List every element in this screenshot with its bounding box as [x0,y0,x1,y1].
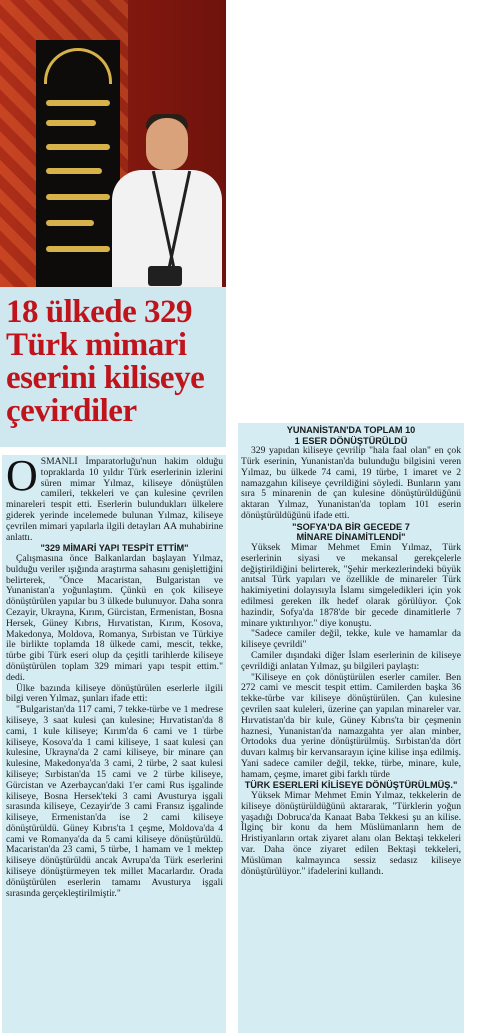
paragraph: Çalışmasına önce Balkanlardan başlayan Yılmaz, bulduğu veriler ışığında araştırma sahasını genişlettiğini belirterek, "Önce Macaristan, Bulgaristan ve Yunanistan'a yoğunlaştım. Çünkü en çok kiliseye dönüştürülen yapılar bu 3 ülkede bulunuyor. Daha sonra Cezayir, Ukrayna, Kırım, Gürcistan, Ermenistan, Bosna Hersek, Güney Kıbrıs, Hırvatistan, Kırım, Kosova, Makedonya, Moldova, Romanya, Sırbistan ve Türkiye ile birlikte toplamda 18 ülkede cami, mescit, tekke, türbe gibi Türk eseri olup da çeşitli tarihlerde kiliseye dönüştürülen toplam 329 mimari yapı tespit ettim." dedi. [6,552,223,683]
intro-paragraph: OSMANLI İmparatorluğu'nun hakim olduğu topraklarda 10 yıldır Türk eserlerinin izlerini süren mimar Yılmaz, kiliseye dönüştülen camileri, tekkeleri ve çan kulesine çevrilen minareleri tespit etti. Eserlerin bulundukları ülkelere giderek yerinde incelemede bulunan Yılmaz, kiliseye çevrilen mimari yapılarla ilgili detayları AA muhabirine anlattı. [6,451,223,543]
paragraph: Yüksek Mimar Mehmet Emin Yılmaz, Türk eserlerinin siyasi ve mekansal gerekçelerle değiştirildiğini belirterek, "Şehir merkezlerindeki büyük anıtsal Türk yapıları ve özellikle de minareler Türk hakimiyetini dolayısıyla İslamı simgeledikleri için yok edilmesi gereken ilk hedef olarak görülüyor. Çok hazindir, Sofya'da 1878'de bir gecede dinamitlerle 7 minare yıktırılıyor." diye konuştu. [241,541,461,629]
article-column-left [2,451,226,1033]
headline: 18 ülkede 329 Türk mimari eserini kiliseye çevirdiler [6,294,205,429]
drop-cap: O [6,451,38,500]
section-heading: YUNANİSTAN'DA TOPLAM 10 1 ESER DÖNÜŞTÜRÜLDÜ [286,425,416,446]
section-heading: "SOFYA'DA BİR GECEDE 7 MİNARE DİNAMİTLENDİ" [292,521,410,543]
section-heading: "329 MİMARİ YAPI TESPİT ETTİM" [40,543,189,554]
paragraph: "Sadece camiler değil, tekke, kule ve hamamlar da kiliseye çevrildi" [241,628,461,651]
calligraphy-panel [36,40,120,287]
paragraph: 329 yapıdan kiliseye çevrilip "hala faal olan" en çok Türk eserinin, Yunanistan'da bulunduğu bilgisini veren Yılmaz, bu ülkede 74 cami, 19 türbe, 1 imaret ve 2 namazgahın kiliseye çevrildiğini söyledi. Bunların yanı sıra 5 minarenin de çan kulesine dönüştürüldüğünü aktaran Yılmaz, Yunanistan'da toplam 101 eserin dönüştürüldüğünü ifade etti. [241,445,461,521]
paragraph: Camiler dışındaki diğer İslam eserlerinin de kiliseye çevrildiği anlatan Yılmaz, şu bilgileri paylaştı: [241,649,461,672]
article-column-right [238,423,464,1033]
paragraph: Ülke bazında kiliseye dönüştürülen eserlerle ilgili bilgi veren Yılmaz, şunları ifade etti: [6,682,223,705]
person-head [146,118,188,170]
paragraph: "Kiliseye en çok dönüştürülen eserler camiler. Ben 272 cami ve mescit tespit ettim. Camilerden başka 36 tekke-türbe var kiliseye dönüştürülen. Çan kulesine çevrilen saat kuleleri, üzerine çan yapılan minareler var. Hırvatistan'da bir kule, Güney Kıbrıs'ta bir çeşmenin haznesi, Yunanistan'da namazgahta yer alan minber, Ortodoks dua yerine dönüştürülmüş. Sırbistan'da dört duvarı kalmış bir kervansarayın içine kilise inşa edilmiş. Yani sadece camiler değil, tekke, türbe, minare, kule, hamam, çeşme, imaret gibi farklı türde [241,671,461,780]
paragraph: Yüksek Mimar Mehmet Emin Yılmaz, tekkelerin de kiliseye dönüştürüldüğünü aktararak, "Türklerin yoğun yaşadığı Dobruca'da Kanaat Baba Tekkesi şu an kilise. İlginç bir konu da hem Müslümanların hem de Hristiyanların ortak ziyaret alanı olan Bektaşi tekkeleri var. Daha önce ziyaret edilen Bektaşi tekkeleri, Müslüman kalmayınca sessiz sedasız kiliseye dönüştürülüyor." ifadelerini kullandı. [241,790,461,877]
section-heading: TÜRK ESERLERİ KİLİSEYE DÖNÜŞTÜRÜLMÜŞ." [244,780,458,791]
paragraph: "Bulgaristan'da 117 cami, 7 tekke-türbe ve 1 medrese kiliseye, 3 saat kulesi çan kulesine; Hırvatistan'da 8 cami, 1 kule kiliseye; Kırım'da 6 cami ve 1 türbe kiliseye, Kosova'da 1 cami kiliseye, 1 saat kulesi çan kulesine, Ukrayna'da 2 cami kiliseye, bir minare çan kulesine, Makedonya'da 3 cami, 2 türbe, 2 saat kulesi kiliseye; Sırbistan'da 15 cami ve 2 türbe kiliseye, Gürcistan ve Azerbaycan'daki 1'er cami Rus işgalinde kiliseye, Bosna Hersek'teki 3 cami Avusturya işgali sırasında kiliseye, Cezayir'de 3 cami Fransız işgalinde kiliseye, Ermenistan'da ise 2 cami kiliseye dönüştürüldü. Güney Kıbrıs'ta 1 çeşme, Moldova'da 4 cami ve Romanya'da da 5 cami kiliseye dönüştürüldü. Macaristan'da 23 cami, 5 türbe, 1 hamam ve 1 mektep kiliseye dönüştürüldü ancak Avrupa'da Türk eserlerini kiliseye dönüştürmeyen tek millet Macarlardır. Orada dönüştürülen eserlerin tamamı Avusturya işgali sırasında gerçekleştirilmiştir." [6,704,223,899]
camera-icon [148,266,182,286]
article-photo [0,0,226,287]
